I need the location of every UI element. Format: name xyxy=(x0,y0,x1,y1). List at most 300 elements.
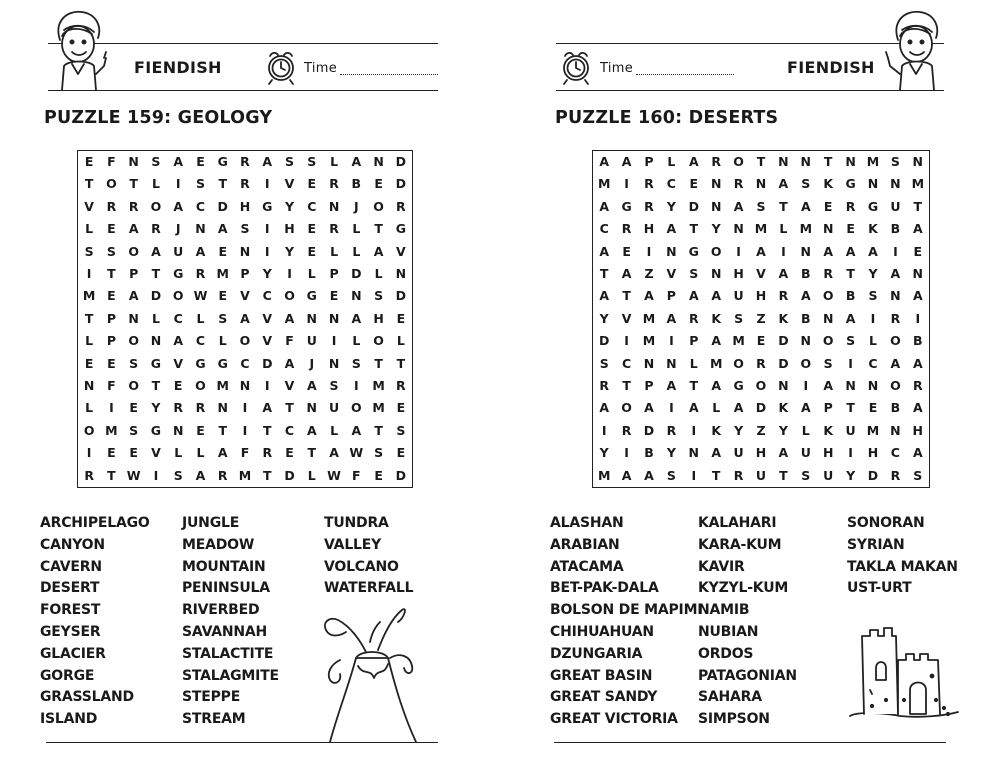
grid-letter[interactable]: I xyxy=(331,333,337,349)
grid-letter[interactable]: N xyxy=(822,310,834,326)
grid-letter[interactable]: I xyxy=(624,333,629,349)
grid-letter[interactable]: R xyxy=(845,198,856,214)
grid-letter[interactable]: U xyxy=(173,243,184,259)
grid-letter[interactable]: M xyxy=(911,176,925,192)
grid-letter[interactable]: A xyxy=(306,422,317,438)
grid-letter[interactable]: P xyxy=(666,288,676,304)
grid-letter[interactable]: A xyxy=(284,355,295,371)
grid-letter[interactable]: H xyxy=(755,288,767,304)
grid-letter[interactable]: M xyxy=(372,400,385,416)
grid-letter[interactable]: D xyxy=(150,288,162,304)
grid-letter[interactable]: F xyxy=(107,377,116,393)
grid-letter[interactable]: O xyxy=(128,243,139,259)
grid-letter[interactable]: A xyxy=(195,467,206,483)
grid-letter[interactable]: H xyxy=(239,198,251,214)
grid-letter[interactable]: I xyxy=(803,377,809,393)
grid-letter[interactable]: A xyxy=(666,310,677,326)
grid-letter[interactable]: A xyxy=(823,377,834,393)
grid-letter[interactable]: A xyxy=(756,243,766,259)
grid-letter[interactable]: N xyxy=(306,400,318,416)
grid-letter[interactable]: N xyxy=(328,198,340,214)
grid-letter[interactable]: A xyxy=(173,153,184,169)
grid-letter[interactable]: M xyxy=(642,333,656,349)
grid-letter[interactable]: M xyxy=(732,333,745,349)
grid-letter[interactable]: L xyxy=(352,221,361,237)
grid-letter[interactable]: N xyxy=(83,377,95,393)
grid-letter[interactable]: I xyxy=(691,422,697,438)
grid-letter[interactable]: I xyxy=(109,400,114,416)
grid-letter[interactable]: L xyxy=(779,221,788,237)
grid-letter[interactable]: T xyxy=(262,422,272,438)
grid-letter[interactable]: N xyxy=(128,310,139,326)
grid-letter[interactable]: A xyxy=(217,221,228,237)
grid-letter[interactable]: E xyxy=(129,445,138,461)
grid-letter[interactable]: P xyxy=(644,153,654,169)
grid-letter[interactable]: V xyxy=(396,243,406,259)
grid-letter[interactable]: I xyxy=(870,310,876,326)
grid-letter[interactable]: R xyxy=(621,422,632,438)
grid-letter[interactable]: I xyxy=(601,422,607,438)
grid-letter[interactable]: E xyxy=(173,377,183,393)
grid-letter[interactable]: A xyxy=(845,243,856,259)
grid-letter[interactable]: I xyxy=(264,243,270,259)
grid-letter[interactable]: C xyxy=(173,310,183,326)
grid-letter[interactable]: T xyxy=(107,467,116,483)
grid-letter[interactable]: E xyxy=(329,288,339,304)
grid-letter[interactable]: A xyxy=(306,377,317,393)
grid-letter[interactable]: H xyxy=(755,445,767,461)
grid-letter[interactable]: S xyxy=(756,198,766,214)
grid-letter[interactable]: R xyxy=(151,221,161,237)
grid-letter[interactable]: E xyxy=(285,445,294,461)
grid-letter[interactable]: L xyxy=(869,333,877,349)
grid-letter[interactable]: O xyxy=(373,198,384,214)
grid-letter[interactable]: G xyxy=(150,422,162,438)
grid-letter[interactable]: R xyxy=(396,377,406,393)
grid-letter[interactable]: K xyxy=(778,310,789,326)
grid-letter[interactable]: J xyxy=(353,198,359,214)
grid-letter[interactable]: B xyxy=(845,288,856,304)
grid-letter[interactable]: V xyxy=(756,265,766,281)
grid-letter[interactable]: A xyxy=(688,288,699,304)
grid-letter[interactable]: P xyxy=(240,265,250,281)
grid-letter[interactable]: I xyxy=(242,422,248,438)
grid-letter[interactable]: L xyxy=(196,445,205,461)
grid-letter[interactable]: H xyxy=(373,310,384,326)
grid-letter[interactable]: L xyxy=(352,243,361,259)
grid-letter[interactable]: A xyxy=(912,355,923,371)
grid-letter[interactable]: L xyxy=(151,176,160,192)
grid-letter[interactable]: D xyxy=(688,198,699,214)
grid-letter[interactable]: L xyxy=(374,265,383,281)
grid-letter[interactable]: V xyxy=(262,333,273,349)
grid-letter[interactable]: L xyxy=(151,310,160,326)
grid-letter[interactable]: L xyxy=(801,422,810,438)
grid-letter[interactable]: M xyxy=(216,265,229,281)
grid-letter[interactable]: U xyxy=(733,445,744,461)
grid-letter[interactable]: T xyxy=(689,377,699,393)
grid-letter[interactable]: F xyxy=(240,445,250,461)
grid-letter[interactable]: I xyxy=(264,221,270,237)
grid-letter[interactable]: E xyxy=(107,355,116,371)
grid-letter[interactable]: Y xyxy=(284,198,295,214)
grid-letter[interactable]: L xyxy=(307,265,316,281)
grid-letter[interactable]: U xyxy=(823,467,834,483)
grid-letter[interactable]: O xyxy=(284,288,295,304)
grid-letter[interactable]: N xyxy=(822,221,834,237)
grid-letter[interactable]: R xyxy=(84,467,94,483)
grid-letter[interactable]: A xyxy=(688,153,699,169)
grid-letter[interactable]: B xyxy=(890,221,901,237)
grid-letter[interactable]: D xyxy=(284,467,295,483)
grid-letter[interactable]: R xyxy=(195,265,206,281)
grid-letter[interactable]: N xyxy=(666,243,677,259)
grid-letter[interactable]: S xyxy=(84,243,94,259)
grid-letter[interactable]: N xyxy=(217,400,228,416)
grid-letter[interactable]: G xyxy=(262,198,273,214)
grid-letter[interactable]: N xyxy=(890,288,901,304)
grid-letter[interactable]: Y xyxy=(284,243,295,259)
grid-letter[interactable]: C xyxy=(599,221,609,237)
grid-letter[interactable]: T xyxy=(599,265,609,281)
grid-letter[interactable]: L xyxy=(712,400,721,416)
grid-letter[interactable]: V xyxy=(262,310,273,326)
grid-letter[interactable]: A xyxy=(800,400,811,416)
grid-letter[interactable]: O xyxy=(890,377,901,393)
grid-letter[interactable]: C xyxy=(868,355,878,371)
grid-letter[interactable]: E xyxy=(396,400,406,416)
grid-letter[interactable]: E xyxy=(196,422,205,438)
grid-letter[interactable]: T xyxy=(374,355,383,371)
grid-letter[interactable]: P xyxy=(129,265,139,281)
grid-letter[interactable]: Z xyxy=(756,310,766,326)
grid-letter[interactable]: H xyxy=(867,445,879,461)
grid-letter[interactable]: O xyxy=(710,243,722,259)
grid-letter[interactable]: N xyxy=(373,153,384,169)
grid-letter[interactable]: U xyxy=(328,400,340,416)
grid-letter[interactable]: P xyxy=(644,377,654,393)
grid-letter[interactable]: Y xyxy=(846,467,856,483)
grid-letter[interactable]: L xyxy=(396,333,405,349)
grid-letter[interactable]: A xyxy=(599,198,610,214)
grid-letter[interactable]: Y xyxy=(666,445,676,461)
grid-letter[interactable]: A xyxy=(823,243,834,259)
grid-letter[interactable]: Z xyxy=(756,422,766,438)
grid-letter[interactable]: I xyxy=(736,243,741,259)
grid-letter[interactable]: F xyxy=(107,153,116,169)
grid-letter[interactable]: A xyxy=(733,400,744,416)
grid-letter[interactable]: R xyxy=(890,310,901,326)
grid-letter[interactable]: A xyxy=(711,333,722,349)
grid-letter[interactable]: S xyxy=(106,243,116,259)
grid-letter[interactable]: A xyxy=(599,288,610,304)
grid-letter[interactable]: O xyxy=(128,333,139,349)
grid-letter[interactable]: D xyxy=(217,198,228,214)
grid-letter[interactable]: T xyxy=(846,265,855,281)
grid-letter[interactable]: L xyxy=(330,243,339,259)
grid-letter[interactable]: S xyxy=(307,153,317,169)
grid-letter[interactable]: A xyxy=(778,265,789,281)
grid-letter[interactable]: N xyxy=(195,221,206,237)
grid-letter[interactable]: R xyxy=(890,467,901,483)
grid-letter[interactable]: S xyxy=(374,288,384,304)
grid-letter[interactable]: R xyxy=(240,176,250,192)
grid-letter[interactable]: R xyxy=(217,467,228,483)
grid-letter[interactable]: R xyxy=(599,377,610,393)
grid-letter[interactable]: E xyxy=(396,310,406,326)
grid-letter[interactable]: O xyxy=(83,422,95,438)
grid-letter[interactable]: L xyxy=(330,422,339,438)
grid-letter[interactable]: A xyxy=(711,377,722,393)
grid-letter[interactable]: A xyxy=(868,243,878,259)
grid-letter[interactable]: Y xyxy=(262,265,272,281)
grid-letter[interactable]: E xyxy=(868,400,878,416)
grid-letter[interactable]: A xyxy=(217,445,228,461)
grid-letter[interactable]: N xyxy=(778,377,789,393)
grid-letter[interactable]: S xyxy=(329,377,339,393)
grid-letter[interactable]: A xyxy=(688,400,699,416)
grid-letter[interactable]: S xyxy=(599,355,609,371)
grid-letter[interactable]: A xyxy=(195,243,206,259)
grid-letter[interactable]: I xyxy=(287,265,292,281)
grid-letter[interactable]: O xyxy=(822,288,834,304)
grid-letter[interactable]: I xyxy=(353,377,359,393)
grid-letter[interactable]: O xyxy=(890,333,901,349)
grid-letter[interactable]: V xyxy=(666,265,677,281)
grid-letter[interactable]: U xyxy=(733,288,744,304)
grid-letter[interactable]: Y xyxy=(734,422,744,438)
grid-letter[interactable]: T xyxy=(262,467,272,483)
grid-letter[interactable]: A xyxy=(644,467,654,483)
grid-letter[interactable]: P xyxy=(106,310,116,326)
grid-letter[interactable]: E xyxy=(107,221,116,237)
grid-letter[interactable]: S xyxy=(689,265,699,281)
grid-letter[interactable]: T xyxy=(285,400,294,416)
grid-letter[interactable]: O xyxy=(800,355,812,371)
grid-letter[interactable]: T xyxy=(711,467,721,483)
grid-letter[interactable]: I xyxy=(624,445,629,461)
grid-letter[interactable]: I xyxy=(646,243,652,259)
grid-letter[interactable]: F xyxy=(285,333,294,349)
grid-letter[interactable]: S xyxy=(218,310,228,326)
grid-letter[interactable]: R xyxy=(106,198,117,214)
grid-letter[interactable]: B xyxy=(913,333,923,349)
grid-letter[interactable]: N xyxy=(643,355,655,371)
grid-letter[interactable]: I xyxy=(691,467,697,483)
grid-letter[interactable]: M xyxy=(82,288,96,304)
grid-letter[interactable]: L xyxy=(85,400,94,416)
grid-letter[interactable]: A xyxy=(599,400,610,416)
grid-letter[interactable]: R xyxy=(173,400,184,416)
grid-letter[interactable]: Y xyxy=(711,221,721,237)
grid-letter[interactable]: C xyxy=(284,422,295,438)
grid-letter[interactable]: L xyxy=(689,355,698,371)
grid-letter[interactable]: K xyxy=(868,221,878,237)
grid-letter[interactable]: H xyxy=(822,445,834,461)
grid-letter[interactable]: W xyxy=(349,445,364,461)
grid-letter[interactable]: E xyxy=(84,153,94,169)
grid-letter[interactable]: D xyxy=(395,176,407,192)
grid-letter[interactable]: S xyxy=(868,288,878,304)
grid-letter[interactable]: A xyxy=(912,288,923,304)
grid-letter[interactable]: K xyxy=(711,422,722,438)
grid-letter[interactable]: B xyxy=(801,310,811,326)
grid-letter[interactable]: R xyxy=(396,198,406,214)
grid-letter[interactable]: V xyxy=(240,288,250,304)
grid-letter[interactable]: N xyxy=(890,176,901,192)
grid-letter[interactable]: T xyxy=(151,377,161,393)
grid-letter[interactable]: U xyxy=(845,422,856,438)
grid-letter[interactable]: J xyxy=(309,355,315,371)
grid-letter[interactable]: T xyxy=(913,198,923,214)
grid-letter[interactable]: Y xyxy=(778,422,788,438)
grid-letter[interactable]: N xyxy=(688,445,700,461)
grid-letter[interactable]: M xyxy=(866,422,880,438)
grid-letter[interactable]: L xyxy=(85,333,94,349)
grid-letter[interactable]: S xyxy=(890,153,900,169)
grid-letter[interactable]: Y xyxy=(666,198,676,214)
grid-letter[interactable]: A xyxy=(351,310,362,326)
grid-letter[interactable]: G xyxy=(217,355,228,371)
grid-letter[interactable]: A xyxy=(599,153,610,169)
grid-letter[interactable]: O xyxy=(733,355,744,371)
grid-letter[interactable]: Y xyxy=(599,445,609,461)
grid-letter[interactable]: E xyxy=(129,400,138,416)
grid-letter[interactable]: N xyxy=(710,265,722,281)
grid-letter[interactable]: E xyxy=(218,243,227,259)
grid-letter[interactable]: T xyxy=(129,176,138,192)
grid-letter[interactable]: C xyxy=(195,198,206,214)
grid-letter[interactable]: B xyxy=(644,445,654,461)
grid-letter[interactable]: L xyxy=(667,153,676,169)
grid-letter[interactable]: R xyxy=(621,221,632,237)
grid-letter[interactable]: N xyxy=(867,176,879,192)
grid-letter[interactable]: A xyxy=(711,445,722,461)
grid-letter[interactable]: E xyxy=(107,445,116,461)
grid-letter[interactable]: G xyxy=(306,288,317,304)
grid-letter[interactable]: M xyxy=(238,467,252,483)
grid-letter[interactable]: E xyxy=(396,445,406,461)
grid-letter[interactable]: O xyxy=(195,377,206,393)
grid-letter[interactable]: N xyxy=(328,310,340,326)
grid-letter[interactable]: D xyxy=(395,288,407,304)
grid-letter[interactable]: I xyxy=(848,445,853,461)
grid-letter[interactable]: O xyxy=(733,153,744,169)
grid-letter[interactable]: G xyxy=(395,221,406,237)
grid-letter[interactable]: C xyxy=(307,198,317,214)
grid-letter[interactable]: O xyxy=(621,400,632,416)
grid-letter[interactable]: O xyxy=(373,333,384,349)
grid-letter[interactable]: N xyxy=(912,265,924,281)
grid-letter[interactable]: R xyxy=(912,377,923,393)
grid-letter[interactable]: T xyxy=(218,422,227,438)
grid-letter[interactable]: A xyxy=(890,355,901,371)
grid-letter[interactable]: L xyxy=(196,310,205,326)
grid-letter[interactable]: A xyxy=(284,310,295,326)
grid-letter[interactable]: R xyxy=(240,153,250,169)
grid-letter[interactable]: D xyxy=(351,265,362,281)
grid-letter[interactable]: F xyxy=(352,467,361,483)
grid-letter[interactable]: D xyxy=(755,400,767,416)
grid-letter[interactable]: A xyxy=(128,221,139,237)
grid-letter[interactable]: T xyxy=(622,288,631,304)
grid-letter[interactable]: S xyxy=(129,355,139,371)
grid-letter[interactable]: E xyxy=(823,198,833,214)
grid-letter[interactable]: M xyxy=(597,467,611,483)
grid-letter[interactable]: G xyxy=(688,243,699,259)
grid-letter[interactable]: A xyxy=(912,445,923,461)
grid-letter[interactable]: R xyxy=(644,198,654,214)
grid-letter[interactable]: S xyxy=(173,467,183,483)
grid-letter[interactable]: S xyxy=(823,355,833,371)
grid-letter[interactable]: D xyxy=(262,355,273,371)
grid-letter[interactable]: R xyxy=(778,288,789,304)
grid-letter[interactable]: K xyxy=(823,176,834,192)
grid-letter[interactable]: G xyxy=(173,265,184,281)
grid-letter[interactable]: U xyxy=(890,198,901,214)
grid-letter[interactable]: H xyxy=(733,265,744,281)
grid-letter[interactable]: N xyxy=(172,422,184,438)
grid-letter[interactable]: M xyxy=(754,221,768,237)
grid-letter[interactable]: I xyxy=(86,445,92,461)
grid-letter[interactable]: T xyxy=(396,355,406,371)
grid-letter[interactable]: J xyxy=(175,221,181,237)
grid-letter[interactable]: E xyxy=(307,221,317,237)
grid-letter[interactable]: O xyxy=(351,400,362,416)
grid-letter[interactable]: I xyxy=(264,176,270,192)
grid-letter[interactable]: A xyxy=(373,243,384,259)
grid-letter[interactable]: M xyxy=(216,377,229,393)
grid-letter[interactable]: I xyxy=(624,176,629,192)
grid-letter[interactable]: M xyxy=(597,176,611,192)
grid-letter[interactable]: K xyxy=(778,400,789,416)
grid-letter[interactable]: D xyxy=(599,333,610,349)
grid-letter[interactable]: T xyxy=(107,265,116,281)
grid-letter[interactable]: A xyxy=(778,176,789,192)
grid-letter[interactable]: I xyxy=(893,243,898,259)
grid-letter[interactable]: D xyxy=(778,355,789,371)
grid-letter[interactable]: T xyxy=(689,221,699,237)
grid-letter[interactable]: E xyxy=(374,176,383,192)
grid-letter[interactable]: V xyxy=(173,355,184,371)
grid-letter[interactable]: A xyxy=(778,445,789,461)
grid-letter[interactable]: A xyxy=(733,198,744,214)
grid-letter[interactable]: I xyxy=(669,333,674,349)
grid-letter[interactable]: E xyxy=(307,176,317,192)
grid-letter[interactable]: Z xyxy=(644,265,654,281)
grid-letter[interactable]: A xyxy=(666,221,677,237)
grid-letter[interactable]: G xyxy=(150,355,162,371)
grid-letter[interactable]: Y xyxy=(599,310,609,326)
grid-letter[interactable]: C xyxy=(262,288,272,304)
grid-letter[interactable]: N xyxy=(395,265,407,281)
grid-letter[interactable]: A xyxy=(240,310,250,326)
grid-letter[interactable]: A xyxy=(621,265,632,281)
grid-letter[interactable]: T xyxy=(756,153,766,169)
grid-letter[interactable]: G xyxy=(217,153,228,169)
grid-letter[interactable]: A xyxy=(644,288,654,304)
grid-letter[interactable]: E xyxy=(84,355,94,371)
grid-letter[interactable]: V xyxy=(151,445,161,461)
grid-letter[interactable]: N xyxy=(128,153,139,169)
grid-letter[interactable]: L xyxy=(85,221,94,237)
grid-letter[interactable]: G xyxy=(867,198,879,214)
grid-letter[interactable]: N xyxy=(800,333,812,349)
grid-letter[interactable]: D xyxy=(643,422,655,438)
grid-letter[interactable]: N xyxy=(755,176,767,192)
grid-letter[interactable]: O xyxy=(822,333,834,349)
grid-letter[interactable]: A xyxy=(621,467,632,483)
